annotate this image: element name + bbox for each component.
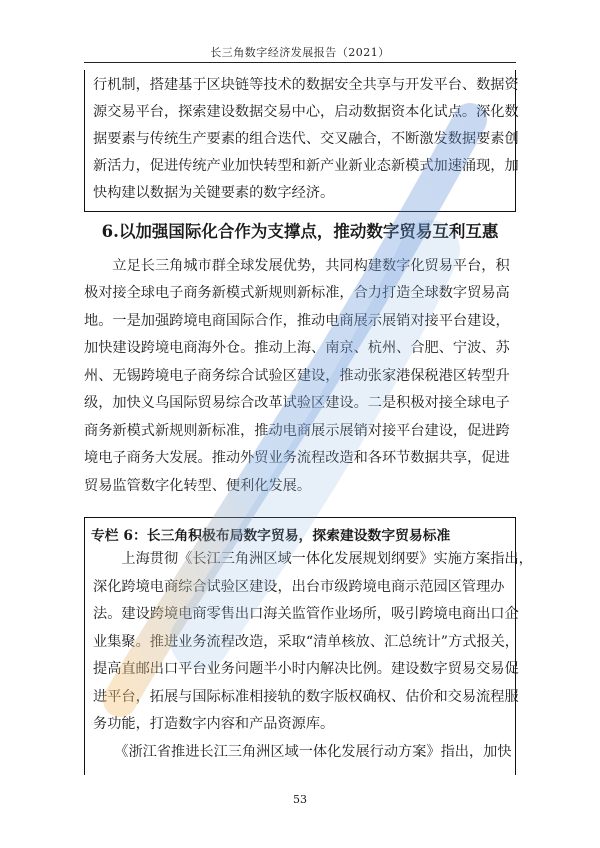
body-text-line: 加快建设跨境电商海外仓。推动上海、南京、杭州、合肥、宁波、苏 — [84, 340, 510, 356]
box-text-line: 新活力，促进传统产业加快转型和新产业新业态新模式加速涌现，加 — [93, 158, 519, 174]
box-text-line: 深化跨境电商综合试验区建设，出台市级跨境电商示范园区管理办 — [93, 579, 505, 595]
box-text-line: 源交易平台，探索建设数据交易中心，启动数据资本化试点。深化数 — [93, 104, 519, 120]
sidebar-column-box — [84, 517, 533, 775]
column-box-title: 专栏 6：长三角积极布局数字贸易，探索建设数字贸易标准 — [91, 528, 451, 544]
body-text-line: 境电子商务大发展。推动外贸业务流程改造和各环节数据共享，促进 — [84, 450, 510, 466]
body-text-line: 州、无锡跨境电子商务综合试验区建设，推动张家港保税港区转型升 — [84, 368, 510, 384]
box-text-line: 务功能，打造数字内容和产品资源库。 — [93, 716, 335, 732]
box-text-line: 行机制，搭建基于区块链等技术的数据安全共享与开发平台、数据资 — [93, 77, 519, 93]
page-number: 53 — [293, 793, 307, 806]
body-text-line: 极对接全球电子商务新模式新规则新标准，合力打造全球数字贸易高 — [84, 285, 510, 301]
body-text-line: 地。一是加强跨境电商国际合作，推动电商展示展销对接平台建设， — [84, 313, 510, 329]
body-text-line: 贸易监管数字化转型、便利化发展。 — [84, 478, 312, 494]
section-heading: 6.以加强国际化合作为支撑点，推动数字贸易互利互惠 — [101, 222, 499, 241]
box-text-line: 进平台，拓展与国际标准相接轨的数字版权确权、估价和交易流程服 — [93, 689, 519, 705]
body-text-line: 级，加快义乌国际贸易综合改革试验区建设。二是积极对接全球电子 — [84, 395, 510, 411]
body-text-line: 立足长三角城市群全球发展优势，共同构建数字化贸易平台，积 — [84, 258, 510, 274]
continued-column-box — [84, 70, 519, 212]
body-text-line: 商务新模式新规则新标准，推动电商展示展销对接平台建设，促进跨 — [84, 423, 510, 439]
box-text-line: 提高直邮出口平台业务问题半小时内解决比例。建设数字贸易交易促 — [93, 661, 519, 677]
running-header: 长三角数字经济发展报告（2021） — [210, 46, 390, 59]
header-rule — [84, 62, 516, 63]
box-text-line: 业集聚。推进业务流程改造，采取“清单核放、汇总统计”方式报关， — [93, 634, 519, 650]
box-text-line: 上海贯彻《长江三角洲区域一体化发展规划纲要》实施方案指出， — [93, 551, 533, 567]
box-text-line: 法。建设跨境电商零售出口海关监管作业场所，吸引跨境电商出口企 — [93, 606, 519, 622]
box-text-line: 《浙江省推进长江三角洲区域一体化发展行动方案》指出，加快 — [93, 744, 512, 760]
box-text-line: 快构建以数据为关键要素的数字经济。 — [93, 185, 335, 201]
box-text-line: 据要素与传统生产要素的组合迭代、交叉融合，不断激发数据要素创 — [93, 131, 519, 147]
